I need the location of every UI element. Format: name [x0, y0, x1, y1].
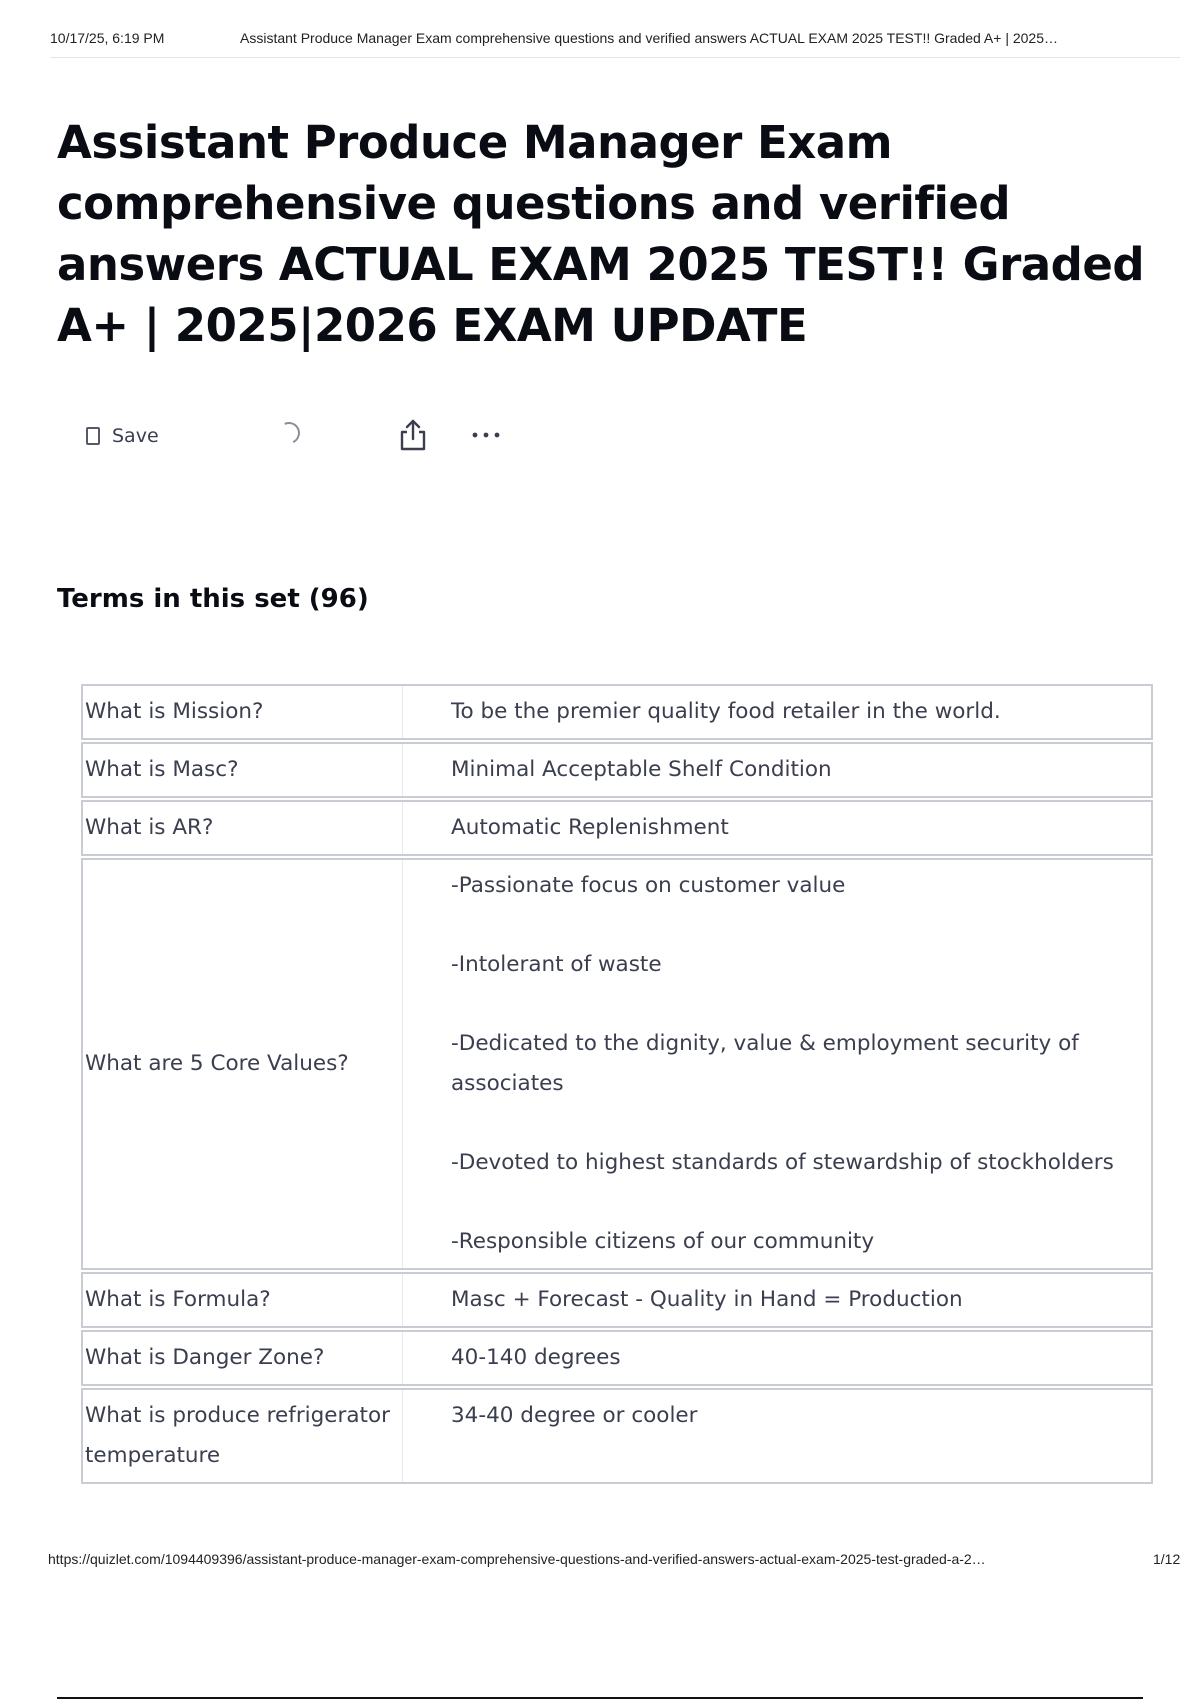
definition-text: Automatic Replenishment — [451, 815, 729, 840]
definition-cell — [403, 1274, 1151, 1326]
toolbar — [86, 418, 159, 454]
definition-cell — [403, 1332, 1151, 1384]
term-row — [81, 1388, 1153, 1484]
definition-cell — [403, 802, 1151, 854]
term-row — [81, 684, 1153, 740]
definition-text: -Devoted to highest standards of stewardship of stockholders — [451, 1150, 1114, 1175]
definition-text: 34-40 degree or cooler — [451, 1403, 698, 1428]
definition-text: 40-140 degrees — [451, 1345, 621, 1370]
print-date: 10/17/25, 6:19 PM — [50, 30, 165, 46]
term-cell: What is Mission? — [83, 686, 403, 738]
terms-table — [81, 684, 1153, 1486]
spinner-icon — [275, 419, 303, 447]
term-cell: What is produce refrigerator temperature — [83, 1390, 403, 1482]
term-row — [81, 1330, 1153, 1386]
definition-text: -Passionate focus on customer value — [451, 873, 846, 898]
term-row — [81, 1272, 1153, 1328]
print-doc-title: Assistant Produce Manager Exam comprehensive questions and verified answers ACTUAL EXAM 2025 TEST!! Graded A+ | 2025… — [240, 30, 1058, 46]
page-title: Assistant Produce Manager Exam comprehensive questions and verified answers ACTUAL EXAM 2025 TEST!! Graded A+ | 2025|2026 EXAM UPDATE — [57, 116, 1145, 352]
share-icon[interactable] — [398, 418, 428, 452]
bottom-divider — [57, 1697, 1143, 1699]
term-row — [81, 742, 1153, 798]
definition-text: -Responsible citizens of our community — [451, 1229, 875, 1254]
term-text: What are 5 Core Values? — [85, 1051, 349, 1076]
term-cell: What is Danger Zone? — [83, 1332, 403, 1384]
definition-text: To be the premier quality food retailer in the world. — [451, 699, 1001, 724]
more-icon[interactable] — [469, 420, 503, 450]
definition-text: Minimal Acceptable Shelf Condition — [451, 757, 832, 782]
term-cell: What is Formula? — [83, 1274, 403, 1326]
print-header — [50, 30, 1180, 46]
definition-text: -Dedicated to the dignity, value & employment security of associates — [451, 1031, 1079, 1096]
definition-text: Masc + Forecast - Quality in Hand = Production — [451, 1287, 963, 1312]
term-cell: What is Masc? — [83, 744, 403, 796]
save-button[interactable] — [86, 425, 159, 447]
definition-text: -Intolerant of waste — [451, 952, 662, 977]
terms-heading: Terms in this set (96) — [57, 584, 369, 614]
definition-cell — [403, 686, 1151, 738]
footer-url: https://quizlet.com/1094409396/assistant-produce-manager-exam-comprehensive-questions-and-verified-answers-actual-exam-2025-test-graded-a-2… — [48, 1551, 986, 1567]
save-label: Save — [112, 425, 159, 447]
page-number: 1/12 — [1153, 1551, 1181, 1567]
bookmark-icon — [86, 427, 100, 445]
term-row — [81, 858, 1153, 1270]
definition-cell — [403, 860, 1151, 1268]
term-cell: What is AR? — [83, 802, 403, 854]
header-divider — [50, 57, 1180, 58]
definition-cell — [403, 744, 1151, 796]
term-cell — [83, 860, 403, 1268]
term-row — [81, 800, 1153, 856]
definition-cell — [403, 1390, 1151, 1482]
